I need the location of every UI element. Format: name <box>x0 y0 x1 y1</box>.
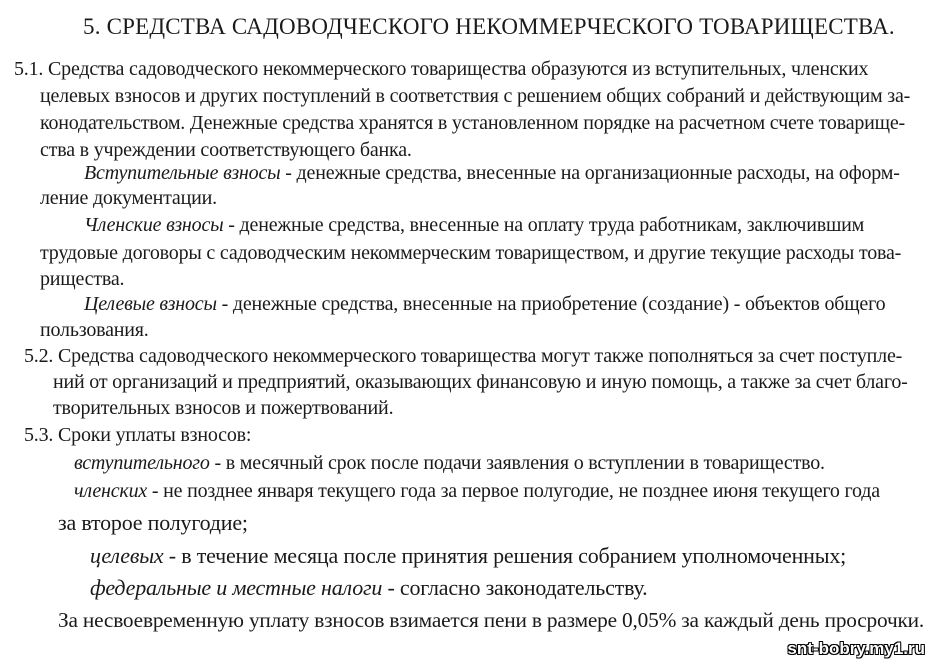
vstup-line-1 <box>84 162 900 185</box>
section-number: 5.1. <box>14 58 44 80</box>
chlen-line-3: рищества. <box>40 268 125 290</box>
nalog-deadline <box>90 575 647 601</box>
page-title: 5. СРЕДСТВА САДОВОДЧЕСКОГО НЕКОММЕРЧЕСКОГО ТОВАРИЩЕСТВА. <box>83 14 895 39</box>
section-number: 5.2. <box>24 345 54 367</box>
vstup-line-2: ление документации. <box>40 187 217 209</box>
vstup-deadline-text: - в месячный срок после подачи заявления о вступлении в товарищество. <box>209 452 825 474</box>
chlen-deadline <box>74 480 880 503</box>
penalty-line: За несвоевременную уплату взносов взимается пени в размере 0,05% за каждый день просрочки. <box>58 608 925 632</box>
celev-deadline-term: целевых <box>90 543 164 568</box>
chlen-line-1 <box>84 214 864 237</box>
chlen-deadline-text: - не позднее января текущего года за первое полугодие, не позднее июня текущего года <box>147 480 880 502</box>
chlen-line-2: трудовые договоры с садоводческим некоммерческим товариществом, и другие текущие расходы това- <box>40 242 902 264</box>
chlen-term: Членские взносы <box>84 214 224 236</box>
celev-line-1 <box>84 293 885 316</box>
vstup-deadline-term: вступительного <box>74 452 210 474</box>
section-5-1-line-3: конодательством. Денежные средства хранятся в установленном порядке на расчетном счете товарище- <box>40 112 906 134</box>
celev-deadline-text: - в течение месяца после принятия решения собранием уполномоченных; <box>163 543 847 568</box>
celev-def: - денежные средства, внесенные на приобретение (создание) - объектов общего <box>216 293 886 315</box>
chlen-deadline-cont: за второе полугодие; <box>58 510 248 535</box>
section-5-2-line-3: творительных взносов и пожертвований. <box>53 397 394 419</box>
section-5-2-line-1 <box>24 345 902 368</box>
celev-line-2: пользования. <box>40 319 149 341</box>
section-5-1-line-1 <box>14 58 868 81</box>
section-text: Сроки уплаты взносов: <box>58 424 252 446</box>
nalog-term: федеральные и местные налоги <box>90 575 383 600</box>
vstup-deadline <box>74 452 825 475</box>
site-watermark: snt-bobry.my1.ru <box>787 639 925 658</box>
section-5-1-line-4: ства в учреждении соответствующего банка. <box>40 139 412 161</box>
section-text: Средства садоводческого некоммерческого товарищества могут также пополняться за счет поступле- <box>58 345 903 367</box>
chlen-deadline-term: членских <box>74 480 148 502</box>
chlen-def: - денежные средства, внесенные на оплату труда работникам, заключившим <box>223 214 865 236</box>
nalog-text: - согласно законодательству. <box>382 575 648 600</box>
celev-deadline <box>90 543 846 569</box>
vstup-term: Вступительные взносы <box>84 162 281 184</box>
section-5-3-line-1 <box>24 424 251 447</box>
section-5-2-line-2: ний от организаций и предприятий, оказывающих финансовую и иную помощь, а также за счет благо- <box>53 371 908 393</box>
celev-term: Целевые взносы <box>84 293 217 315</box>
section-text: Средства садоводческого некоммерческого товарищества образуются из вступительных, членских <box>48 58 869 80</box>
section-5-1-line-2: целевых взносов и других поступлений в соответствия с решением общих собраний и действующим за- <box>40 85 911 107</box>
section-number: 5.3. <box>24 424 54 446</box>
vstup-def: - денежные средства, внесенные на организационные расходы, на оформ- <box>280 162 900 184</box>
